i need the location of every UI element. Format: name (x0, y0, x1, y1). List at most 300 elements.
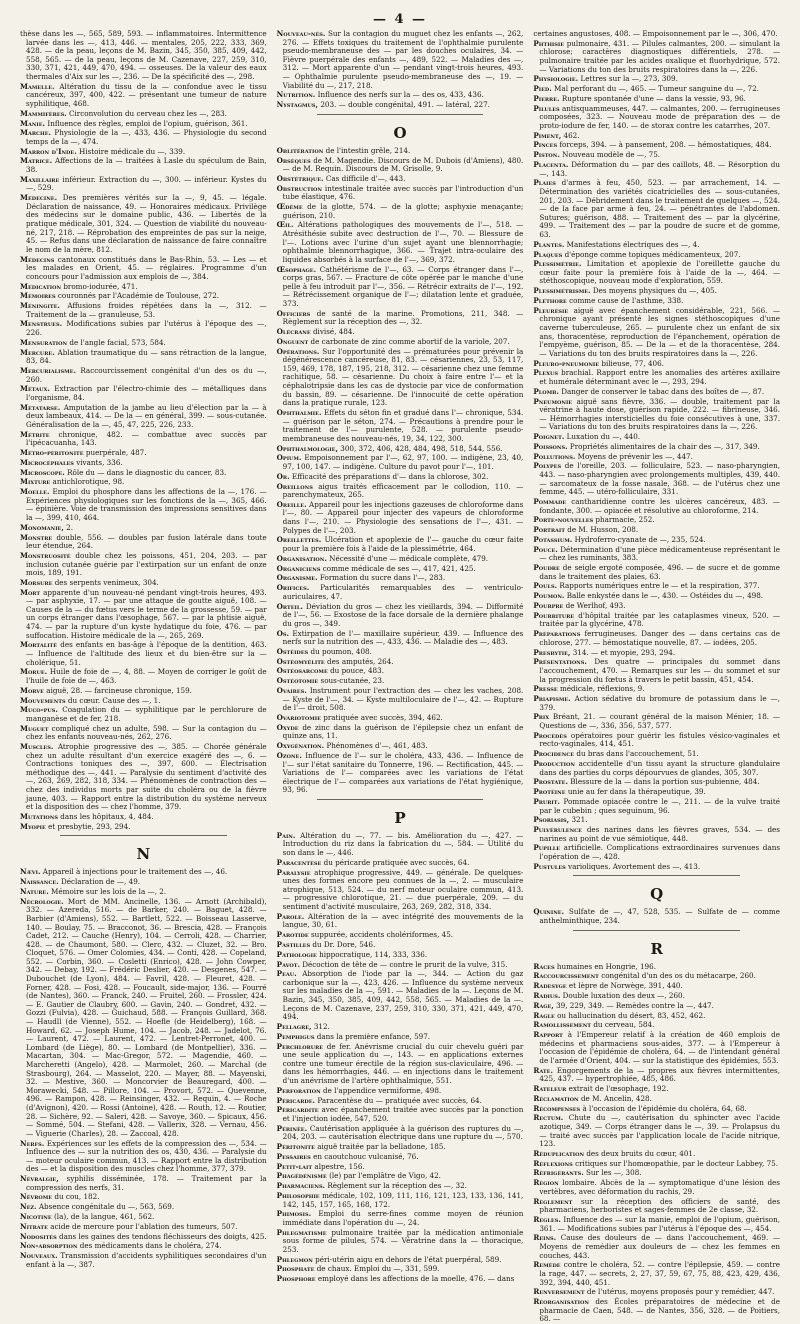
index-entry (533, 360, 780, 369)
entry-text: Rupture spontanée d'une — dans la vessie, 93, 96. (561, 93, 746, 103)
index-entry (277, 203, 524, 220)
entry-headword: Réclamation (533, 1093, 579, 1103)
entry-text: du Dr. Dore, 546. (312, 939, 376, 949)
entry-headword: Nystagmus, (276, 100, 319, 110)
index-entry (277, 869, 524, 912)
index-entry (20, 469, 267, 478)
entry-headword: Métro-péritonite (20, 448, 84, 458)
entry-text: du bras dans l'accouchement, 51. (576, 749, 699, 759)
entry-headword: Microcéphales (20, 457, 74, 467)
entry-text: lombaire. Abcès de la — symptomatique d'une lésion des vertèbres, avec déformation du rachis, 29. (539, 1178, 780, 1196)
entry-headword: Rage, (533, 1000, 554, 1010)
entry-text: Phénomènes d'—, 461, 483. (326, 741, 428, 751)
entry-text: Propriétés alimentaires de la chair des —, 317, 349. (569, 441, 760, 451)
entry-headword: Procidence (533, 749, 575, 759)
entry-text: Sur l'opportunité des — prématurées pour prévenir la dégénérescence cancéreuse, 81, 83. — césariennes, 23, 53, 117, 159, 469, 178, 187, 195, 218, 312. — césarienne chez une femme rachitique, 58. — césarienne. Du choix à faire entre l'— et la céphalotripsie dans les cas de dystocie par vice de conformation du bassin, 89. — césarienne. De l'innocuité de cette opération dans la pratique rurale, 123. (282, 346, 524, 408)
entry-text: antichlorotique, 98. (52, 477, 125, 487)
entry-text: Sur les —, 308. (586, 1168, 642, 1178)
index-entry (20, 110, 267, 119)
entry-headword: Ramollissement (533, 1020, 592, 1030)
entry-text: aiguë traitée par la belladone, 185. (317, 1142, 446, 1152)
entry-text: Cause des douleurs de — dans l'accouchement, 469. — Moyens de remédier aux douleurs de — chez les femmes en couches, 443. (539, 1233, 781, 1260)
entry-headword: Perchlorure (276, 1041, 324, 1051)
index-entry (533, 844, 780, 861)
index-entry (20, 320, 267, 337)
index-entry (533, 564, 780, 581)
entry-headword: Mortalité (20, 640, 58, 650)
entry-text: Déformation du — par des caillots, 48. — Résorption du —, 143. (539, 160, 780, 178)
entry-text: dans les hôpitaux, 4, 484. (60, 812, 154, 821)
index-entry (533, 75, 780, 84)
entry-text: 203. — double congénital, 491. — latéral, 227. (320, 100, 490, 110)
index-entry (277, 961, 524, 970)
index-entry (20, 129, 267, 146)
entry-headword: Oreillons (276, 481, 313, 491)
entry-headword: Région (533, 1178, 559, 1188)
entry-headword: Organisation. (276, 553, 327, 563)
index-entry (277, 483, 524, 500)
index-entry (20, 385, 267, 402)
entry-text: en caoutchouc vulcanisé, 76. (313, 1151, 419, 1161)
entry-headword: Reins. (533, 1233, 557, 1243)
index-entry (20, 339, 267, 348)
entry-text: du cœur. Cause des —, 1. (67, 695, 161, 705)
index-entry (20, 148, 267, 157)
entry-text: Affusions froides répétées dans la —, 312. — Traitement de la — granuleuse, 53. (26, 301, 267, 319)
entry-headword: Petit-lait (276, 1161, 313, 1171)
index-entry (277, 1143, 524, 1152)
entry-headword: Pourpre (533, 601, 564, 610)
entry-text: de M. Ancelin, 428. (580, 1093, 652, 1103)
entry-headword: Périnée. (276, 1123, 308, 1133)
index-entry (277, 724, 524, 741)
index-entry (277, 1097, 524, 1106)
entry-text: péri-utérin aigu en dehors de l'état puerpéral, 589. (315, 1254, 502, 1264)
entry-text: comme cause de l'asthme, 338. (569, 296, 684, 306)
entry-headword: Marron d'Inde. (20, 146, 77, 156)
entry-headword: Nécrologie. (20, 896, 64, 906)
entry-headword: Procédés (533, 730, 567, 740)
entry-headword: Ozone. (276, 750, 302, 760)
index-entry (533, 546, 780, 563)
entry-text: Décoction de tête de — contre le prurit de la vulve, 315. (302, 959, 508, 969)
index-entry (20, 878, 267, 887)
entry-text: Particularités remarquables des — ventriculo-auriculaires, 47. (282, 583, 524, 601)
index-entry (533, 260, 780, 286)
entry-headword: Pain. (276, 830, 296, 840)
entry-headword: Marche. (20, 128, 52, 138)
entry-text: à l'Empereur relatif à la création de 460 emplois de médecins et pharmaciens sous-aides, 377. — à l'Empereur à l'occasion de l'épidémie de choléra, 64. — de l'intendant général de l'armée d'Orient, 404. — sur la statistique des épidémies, 553. (539, 1030, 781, 1065)
entry-headword: Nutrition. (276, 90, 316, 100)
index-entry (277, 658, 524, 667)
entry-text: du cou, 182. (54, 1192, 100, 1202)
entry-text: de l'angle facial, 573, 584. (69, 337, 166, 347)
entry-headword: Réduplication (533, 1148, 585, 1158)
entry-text: Action sédative du bromure de potassium dans le —, 379. (539, 694, 781, 712)
index-entry (533, 161, 780, 178)
entry-headword: Mercure. (20, 347, 55, 357)
index-column-2 (276, 29, 524, 1284)
entry-text: Raccourcissement congénital d'un des os du —, 260. (26, 365, 267, 384)
entry-text: Amputation de la jambe au lieu d'élection par la — à deux lambeaux, 414. — De la — en général, 399. — sous-cutanée. Généralisation de la —, 45, 47, 225, 226, 233. (26, 402, 267, 429)
index-entry (533, 612, 780, 629)
index-entry (20, 292, 267, 301)
entry-headword: Préparations (533, 629, 581, 639)
index-entry (533, 750, 780, 759)
index-entry (277, 714, 524, 723)
entry-text: dans la première enfance, 597. (316, 1031, 431, 1041)
entry-text: pharmacie, 252. (595, 515, 655, 525)
entry-headword: Péricardite (276, 1105, 319, 1115)
entry-headword: Opérations. (276, 346, 320, 356)
entry-headword: Rateleur (533, 1084, 567, 1093)
entry-headword: Monomanie, (20, 522, 64, 532)
entry-text: Appareil à injections pour le traitement des —, 46. (42, 867, 228, 877)
index-entry (20, 743, 267, 812)
index-entry (533, 1179, 780, 1196)
entry-headword: Production (533, 758, 575, 768)
entry-text: pulmonaire, 431. — Pilules calmantes, 200. — simulant la chlorose; caractères diagnostiques différentiels, 278. — pulmonaire traitée par les acides oxalique et fluorhydrique, 572. — Variations du ton des bruits respiratoires dans la —, 226. (539, 38, 781, 74)
index-entry (533, 713, 780, 730)
entry-text: Modifications subies par l'utérus à l'époque des —, 226. (26, 319, 267, 338)
entry-text: Déclaration de —, 49. (60, 877, 141, 887)
entry-text: divisé, 484. (312, 327, 355, 337)
entry-headword: Pourriture (533, 610, 575, 620)
entry-headword: Médecine. (20, 193, 58, 203)
entry-text: Influence des règles, emploi de l'opium, guérison, 361. (47, 118, 248, 128)
entry-headword: Presse (533, 684, 558, 694)
entry-text: Déviation du gros — chez les vieillards, 394. — Difformité de l'—, 56. — Exostose de la face dorsale de la dernière phalange du gros —, 349. (282, 601, 524, 628)
section-divider (573, 875, 740, 876)
index-entry (533, 105, 780, 131)
entry-text: avec épanchement traitée avec succès par la ponction et l'injection iodée, 547, 520. (282, 1105, 524, 1123)
index-entry (20, 367, 267, 384)
entry-text: Détermination d'une pièce médicamenteuse représentant le — chez les ruminants, 383. (539, 544, 781, 563)
entry-headword: Plessimétrie. (533, 259, 582, 269)
index-entry (533, 453, 780, 462)
index-entry (20, 868, 267, 877)
section-letter: O (393, 123, 407, 142)
entry-text: forceps, 394. — à pansement, 208. — hémostatiques, 484. (559, 140, 772, 150)
index-entry (533, 433, 780, 442)
entry-text: antisquammeuses, 447. — calmantes, 200. — ferrugineuses composées, 323. — Nouveau mode de préparation des — de proto-iodure de fer, 140. — de storax contre les catarrhes, 207. (539, 103, 781, 130)
index-entry (20, 404, 267, 430)
index-entry (20, 697, 267, 706)
entry-text: Extirpation de l'— maxillaire supérieur, 439. — Influence des nerfs sur la nutrition des —, 433, 436. — Maladie des —, 483. (282, 628, 524, 647)
index-entry (20, 1223, 267, 1232)
entry-text: Altérations pathologiques des mouvements de l'—, 518. — Atrésithésie subite avec destruction de l'—, 70. — Blessure de l'—. Lotions avec l'urine d'un sujet ayant une blennorrhagie; ophthalmie blennorrhagique, 366. — Trajet intra-oculaire des liquides absorbés à la surface de l'—, 369, 372. (282, 220, 524, 264)
entry-text: Sur la contagion du muguet chez les enfants —, 262, 276. — Effets toxiques du traitement de l'ophthalmie purulente pseudo-membraneuse des — par les douches oculaires, 34. — Fièvre puerpérale des enfants —, 489, 522. — Maladies des —, 312. — Mort apparente d'un — pendant vingt-trois heures, 493. — Ophthalmie purulente pseudo-membraneuse des —, 19. — Viabilité du —, 217, 218. (282, 29, 524, 90)
entry-text: 312. (313, 1022, 330, 1032)
entry-headword: Poumon. (533, 591, 565, 601)
entry-text: aigus traités efficacement par le collodion, 110. — parenchymateux, 265. (282, 481, 524, 500)
index-entry (20, 478, 267, 487)
entry-headword: Plessimétrisme. (533, 286, 591, 296)
index-entry (277, 147, 524, 156)
entry-headword: Morve (20, 685, 44, 695)
index-entry (20, 349, 267, 366)
index-entry (533, 179, 780, 239)
entry-headword: Piston. (533, 150, 560, 160)
index-entry (277, 574, 524, 583)
entry-text: suppurée, accidents cholériformes, 45. (310, 930, 454, 940)
entry-text: Balle enkystée dans le —, 430. — Ostéides du —, 498. (566, 591, 764, 601)
index-entry (277, 409, 524, 443)
entry-headword: Pouce. (533, 544, 558, 554)
entry-headword: Ragle (533, 1010, 555, 1020)
entry-text: du péricarde pratiquée avec succès, 64. (323, 857, 470, 867)
entry-headword: Pathologie (276, 949, 317, 959)
entry-headword: Presbytie, (533, 647, 571, 657)
entry-headword: Phthisie (533, 38, 565, 48)
entry-headword: Os. (276, 628, 290, 638)
index-entry (277, 832, 524, 858)
entry-text: Instrument pour l'extraction des — chez les vaches, 208. — Kyste de l'—, 34. — Kyste multiloculaire de l'—, 42. — Rupture de l'— droit, 508. (282, 686, 524, 713)
index-entry (533, 151, 780, 160)
entry-headword: Nez. (20, 1202, 37, 1212)
entry-text: Empoisonnement par l'—, 62, 97, 100. — indigène, 23, 40, 97, 100, 147. — indigène. Culture du pavot pour l'—, 101. (282, 453, 524, 471)
entry-text: de l'intestin grêle, 214. (325, 145, 411, 155)
section-divider (60, 835, 227, 836)
entry-headword: Réorganisation (533, 1297, 589, 1307)
entry-headword: Morue. (20, 667, 48, 677)
entry-text: Circonvolution du cerveau chez les —, 283. (68, 108, 227, 118)
entry-text: extrait de l'œsophage, 192. (568, 1084, 669, 1093)
entry-text: Mort de MM. Ancinelle, 136. — Arnott (Archibald), 332. — Azereda, 516. — de Barker, 240. — Baguet, 428. — Barbier (d'Amiens), 552. — Bartlett, 522. — Boisseau Lasserve, 140. — Boulay, 75. — Bracconot, 36. — Brescia, 428. — François Cadet, 212. — Cauche (Henry), 104. — Cerroli, 428. — Charrier, 428. — de Chaumont, 580. — Clerc, 432. — Cluzet, 32. — Bro. Cloquet, 576. — Omer Colomies, 434. — Conti, 428. — Copeland, 552. — Corbin, 360. — Cosletti (Enrico), 428. — John Cowper, 342. — Debay, 192. — Frédéric Deslier, 420. — Desgenes, 547. — Dubouchet (de Lyon), 484. — Favril, 428. — Fleuret, 428. — Forner, 428. — Fosi, 428. — Foucault, side-major, 136. — Fourré (de Nantes), 360. — Franck, 240. — Fruitel, 260. — Frossler, 424. — E. Gautier de Claubry, 600. — Gavin, 240. — Gondret, 432. — Gozzi (Fulvia), 428. — Guichaud, 588. — François Guillard, 368. — Haudll (de Vienne), 552. — Hoefle (de Heidelberg), 168. — Howard, 62. — Joseph Hume, 104. — Jacob, 248. — Jadelot, 76. — Laurent, 472. — Laurent, 472. — Lentret-Perronet, 400. — Lombard (de Liège), 80. — Lombard (de Montpellier), 336. — Macartan, 304. — Mac-Gregor, 572. — Magendie, 460. — Marcheretti (Angelo), 428. — Marmolet, 260. — Marchal (de Strasbourg), 264. — Masselot, 220. — Mayer, 88. — Mayenski, 32. — Mestive, 360. — Moncorvier de Beauregard, 400. — Morawecki, 548. — Pillore, 104. — Provort, 572. — Quevenne, 496. — Rampon, 428. — Reinsinger, 432. — Requin, 4. — Roche (d'Avignon), 420. — Rossi (Antoine), 428. — Routh, 12. — Routier, 28. — Sichère, 92. — Saleri, 428. — Savoye, 360. — Spicaux, 456. — Sommé, 504. — Stefani, 428. — Vallerix, 328. — Vernau, 456. — Viguerie (Charles), 28. — Zaccoal, 428. (26, 896, 267, 1138)
index-entry (533, 963, 780, 972)
index-entry (20, 488, 267, 522)
entry-text: Hydroferro-cyanate de —, 235, 524. (574, 534, 706, 544)
entry-headword: Protéine (533, 787, 566, 797)
entry-headword: Placenta. (533, 160, 569, 169)
entry-headword: Péritonite (276, 1142, 315, 1152)
entry-headword: Mercurialisme. (20, 365, 76, 375)
entry-text: Blessure de la — dans la portion sus-pubienne, 484. (570, 777, 760, 787)
index-entry (20, 898, 267, 1139)
index-entry (277, 175, 524, 184)
entry-text: Emploi du phosphore dans les affections de la —, 176. — Expériences physiologiques sur les fonctions de la —, 365, 466. — épinière. Voie de transmission des impressions sensitives dans la —, 399, 410, 464. (26, 487, 267, 522)
index-entry (533, 526, 780, 535)
section-letter: N (136, 845, 151, 864)
entry-text: pratiquée avec succès, 394, 462. (323, 712, 443, 722)
index-entry (20, 431, 267, 448)
entry-headword: Muco-pus. (20, 705, 58, 715)
entry-headword: Manie. (20, 118, 46, 128)
entry-text: des médicaments dans le choléra, 274. (79, 1241, 222, 1251)
entry-headword: Renversement (533, 1287, 585, 1297)
index-entry (533, 462, 780, 496)
index-entry (277, 1256, 524, 1265)
entry-headword: Phlegmatisme (276, 1227, 327, 1237)
entry-text: de seigle ergoté composée, 496. — de sucre et de gomme dans le traitement des plaies, 63. (539, 563, 781, 581)
entry-text: thèse dans les —, 565, 589, 593. — inflammatoires. Intermittence larvée dans les —, 413, 446. — mentales, 205, 222, 333, 369, 428. — de la peau, leçons de M. Bazin, 345, 350, 385, 409, 442, 558, 565. — de la peau, leçons de M. Cazenave, 227, 259, 310, 330, 371, 421, 449, 470, 494. — osseuses. De la valeur des eaux thermales d'Aix sur les —, 236. — De la spécificité des —, 298. (20, 29, 267, 81)
entry-headword: Mensuration (20, 337, 68, 347)
entry-headword: Nouveaux. (20, 1251, 58, 1261)
entry-headword: Ostéosarcome (276, 666, 328, 676)
entry-text: Absence congénitale du —, 563, 569. (38, 1202, 175, 1212)
index-entry (277, 941, 524, 950)
entry-text: acide de mercure pour l'ablation des tumeurs, 507. (50, 1221, 238, 1231)
entry-text: chronique, 482. — combattue avec succès par l'ipécacuanha, 143. (26, 429, 267, 448)
entry-text: ferrugineuses. Danger des — dans certains cas de chlorose, 277. — hémostatique nouvelle, 87. — iodées, 205. (539, 629, 781, 647)
entry-text: Formation du sucre dans l'—, 283. (319, 573, 446, 583)
entry-headword: Races (533, 961, 555, 971)
index-entry (277, 913, 524, 930)
section-divider (573, 930, 740, 931)
entry-headword: Nitrate (20, 1221, 48, 1231)
index-entry (533, 778, 780, 787)
index-entry (20, 157, 267, 174)
entry-text: cantharidienne contre les ulcères cancéreux, 483. — fondante, 300. — opiacée et résolutive au chloroforme, 214. (539, 496, 780, 515)
index-entry (533, 760, 780, 777)
entry-text: Influence des — sur la manie, emploi de l'opium, guérison, 361. — Modifications subies par l'utérus à l'époque des —, 454. (539, 1215, 781, 1233)
index-entry (277, 1229, 524, 1255)
index-entry (533, 992, 780, 1001)
entry-headword: Œil. (276, 220, 294, 230)
entry-headword: Ostéides (276, 646, 309, 656)
index-entry (20, 1140, 267, 1174)
index-entry (277, 1275, 524, 1284)
index-entry (277, 1192, 524, 1209)
entry-headword: Pellagre, (276, 1022, 312, 1032)
entry-headword: Pastilles (276, 939, 311, 949)
entry-text: de carbonate de zinc comme abortif de la variole, 207. (310, 336, 510, 346)
index-entry (533, 297, 780, 306)
entry-headword: Olécrane (276, 327, 311, 337)
entry-text: dans les gaines des tendons fléchisseurs des doigts, 425. (59, 1231, 267, 1241)
index-entry (533, 1160, 780, 1169)
entry-headword: Ostéomyélite (276, 656, 325, 666)
entry-headword: Remède (533, 1260, 561, 1270)
entry-text: d'éponge comme topiques médicamenteux, 207. (564, 249, 741, 259)
index-entry (533, 1002, 780, 1011)
entry-headword: Muguet (20, 723, 49, 733)
index-entry (533, 658, 780, 684)
entry-headword: Réfrigérants. (533, 1168, 584, 1178)
index-entry (533, 1298, 780, 1324)
entry-text: de M. Magendie. Discours de M. Dubois (d'Amiens), 480. — de M. Requin. Discours de M. Grisolle, 9. (282, 155, 524, 174)
index-entry (533, 498, 780, 515)
index-entry (533, 972, 780, 981)
index-entry (277, 473, 524, 482)
index-entry (277, 536, 524, 553)
entry-text: des serpents venimeux, 304. (54, 577, 159, 587)
index-entry (277, 677, 524, 686)
entry-headword: Non-absorption (20, 1241, 78, 1251)
entry-headword: Pavot. (276, 959, 300, 969)
entry-text: Cas difficile d'—, 443. (325, 173, 406, 183)
entry-text: Paracentèse du — pratiquée avec succès, 64. (317, 1095, 482, 1105)
entry-headword: Moelle. (20, 487, 50, 497)
entry-headword: Péricarde. (276, 1095, 316, 1105)
entry-headword: Naissance. (20, 877, 59, 887)
section-letter: P (394, 808, 406, 827)
index-entry (277, 1163, 524, 1172)
entry-text: Des premières vérités sur la —, 9, 45. — légale. Déclaration de naissance, 49. — Honoraires médicaux. Privilège des médecins sur le domaine public, 436. — Libertés de la pratique médicale, 301, 324. — Question de viabilité du nouveau-né, 217, 218. — Réprobation des empreintes de pas sur la neige, 45. — Refus dans une déclaration de naissance de faire connaître le nom de la mère, 812. (26, 193, 267, 254)
index-entry (533, 1150, 780, 1159)
index-entry (533, 1021, 780, 1030)
index-entry (277, 667, 524, 676)
entry-headword: Phlegmon (276, 1254, 313, 1264)
entry-headword: Métrite (20, 429, 50, 439)
index-entry (533, 516, 780, 525)
index-column-1 (20, 29, 267, 1269)
entry-text: Manifestations électriques des —, 4. (566, 239, 700, 249)
index-entry (533, 592, 780, 601)
entry-text: Rapports numériques entre le — et la respiration, 377. (559, 581, 760, 591)
entry-headword: Pleurésie (533, 305, 569, 315)
entry-text: Cathétérisme de l'—, 63. — Corps étranger dans l'—, corps gras, 567. — Fracture de côte opérée par le manche d'une pelle à feu introduit par l'—, 356. — Rétrécir extraits de l'—, 192. — Rétrécissement organique de l'—; dilatation lente et graduée, 373. (282, 264, 524, 308)
index-entry (533, 798, 780, 815)
entry-text: (la), de la langue, 461, 562. (53, 1212, 155, 1222)
index-entry (277, 1182, 524, 1191)
entry-headword: Ophthalmologie, (276, 443, 338, 453)
entry-text: syphilis disséminée, 178. — Traitement par la compression des nerfs, 31. (26, 1174, 267, 1192)
index-entry (533, 398, 780, 432)
entry-text: Efficacité des préparations d'— dans la chlorose, 302. (291, 471, 489, 481)
index-entry (277, 742, 524, 751)
entry-text: Luxation du —, 440. (566, 432, 641, 442)
entry-headword: Orteil. (276, 601, 303, 611)
entry-headword: Pilules (533, 103, 560, 113)
entry-headword: Pierre. (533, 93, 560, 103)
entry-headword: Phagédénisme (276, 1171, 327, 1181)
index-entry (277, 1125, 524, 1142)
index-entry (533, 1261, 780, 1287)
index-entry (20, 823, 267, 832)
entry-text: Emploi du serre-fines comme moyen de réunion immédiate dans l'opération du —, 24. (282, 1209, 524, 1227)
entry-headword: Officiers (276, 308, 311, 318)
index-entry (533, 1095, 780, 1104)
index-entry (20, 194, 267, 254)
index-entry (20, 1203, 267, 1212)
index-entry (533, 1114, 780, 1148)
section-letter: Q (650, 885, 664, 904)
index-entry (277, 1023, 524, 1032)
entry-text: Effets du séton fin et gradué dans l'— chronique, 534. — guérison par le séton, 274. — Précautions à prendre pour le traitement de l'— purulente, 528. — purulente pseudo-membraneuse des nouveau-nés, 19, 34, 122, 300. (282, 408, 524, 443)
entry-text: ou hallucination du désert, 83, 452, 462. (557, 1010, 706, 1020)
entry-text: Bréant, 21. — courant général de la maison Ménier, 18. — Questions de —, 336, 356, 537, 577. (539, 712, 781, 731)
entry-headword: Plantes. (533, 239, 565, 249)
entry-text: accidentelle d'un tissu ayant la structure glandulaire dans des parties du corps dépourvues de glandes, 305, 307. (539, 758, 781, 777)
entry-headword: Obstruction (276, 183, 322, 193)
index-entry (533, 287, 780, 296)
index-entry (20, 706, 267, 723)
entry-headword: Œdème (276, 202, 303, 212)
entry-headword: Organiciens (276, 563, 321, 573)
entry-headword: Mutations (20, 812, 58, 821)
entry-text: artificielle. Complications extraordinaires survenues dans l'opération de —, 428. (539, 843, 781, 862)
entry-text: contre le choléra, 52. — contre l'épilepsie, 459. — contre la rage, 447. — secrets, 2, 27, 37, 59, 67, 75, 88, 423, 429, 436, 392, 394, 440, 451. (539, 1260, 781, 1287)
entry-text: du poumon, 408. (310, 646, 372, 656)
index-entry (277, 454, 524, 471)
entry-text: comme médicale de ses —, 417, 421, 425. (322, 563, 476, 573)
index-entry (277, 1265, 524, 1274)
entry-text: Expériences sur les effets de la compression des —, 534. — Influence des — sur la nutrition des os, 430, 436. — Paralysie du — moteur oculaire commun, 413. — Rapport entre la distribution des — et la disposition des muscles chez l'homme, 377, 379. (26, 1138, 267, 1174)
entry-text: Nécessité d'une — médicale complète, 479. (329, 553, 489, 563)
section-divider (317, 114, 484, 115)
entry-text: Mémoire sur les lois de la —, 2. (51, 886, 167, 896)
entry-text: de fer. Anévrisme crucial du cuir chevelu guéri par une seule application du —, 143. — en applications externes contre une tumeur érectile de la région sus-claviculaire, 496. — dans les hémorrhagies, 446. — en injections dans le traitement d'un anévrisme de l'artère ophthalmique, 551. (282, 1041, 524, 1085)
entry-headword: Pinces (533, 140, 558, 150)
entry-text: pulmonaire traitée par la médication antimoniale sous forme de pilules, 574. — Vératrine dans la — thoracique, 253. (282, 1227, 524, 1254)
entry-headword: Poudre (533, 563, 560, 573)
index-entry (533, 816, 780, 825)
entry-text: Coagulation du — syphilitique par le perchlorure de manganèse et de fer, 218. (26, 705, 267, 723)
entry-headword: Perforation (276, 1085, 321, 1095)
entry-headword: Mammifères. (20, 108, 67, 118)
index-entry (533, 630, 780, 647)
